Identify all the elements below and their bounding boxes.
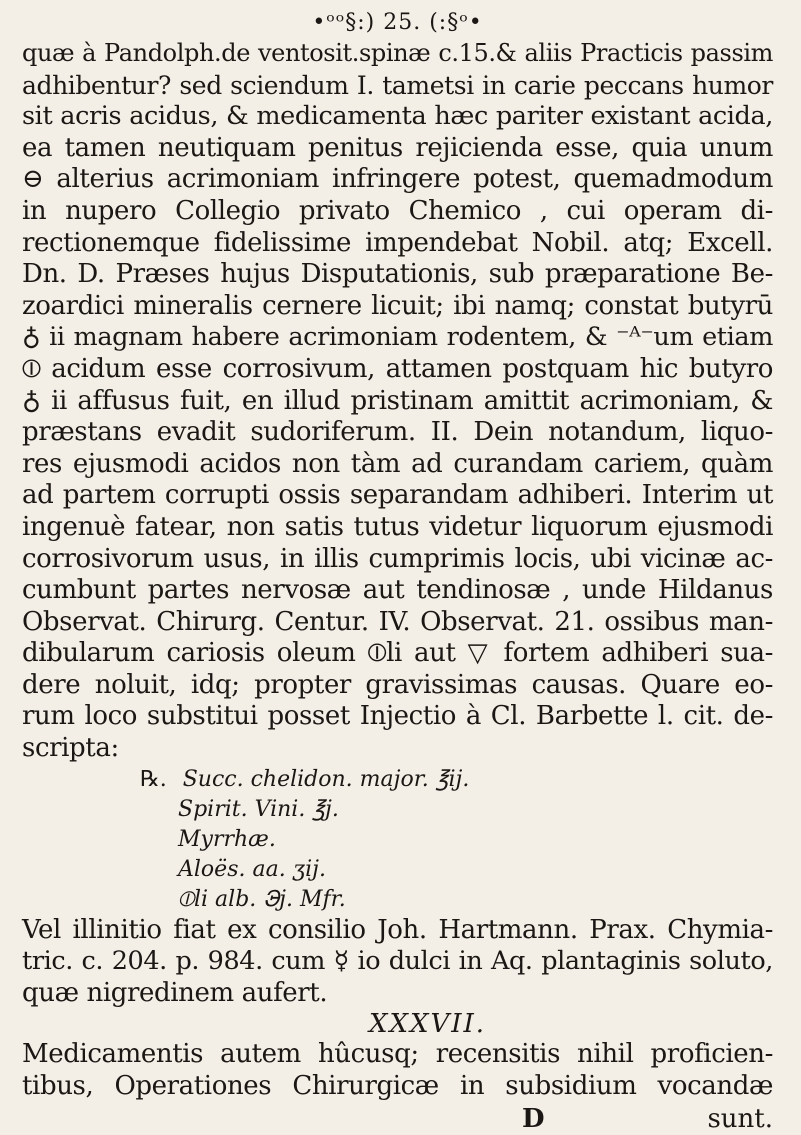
running-header: •ᵒᵒ§:) 25. (:§ᵒ•: [312, 10, 483, 35]
text-line: cumbunt partes nervosæ aut tendinosæ , unde Hildanus: [22, 575, 773, 606]
text-line: dere noluit, idq; propter gravissimas causas. Quare eo-: [22, 669, 773, 700]
catchword: sunt.: [707, 1103, 773, 1134]
text-line: rectionemque fidelissime impendebat Nobil. atq; Excell.: [22, 227, 773, 258]
text-line: res ejusmodi acidos non tàm ad curandam cariem, quàm: [22, 448, 773, 479]
text-line: rum loco substitui posset Injectio à Cl. Barbette l. cit. de-: [22, 701, 773, 732]
text-line: Observat. Chirurg. Centur. IV. Observat. 21. ossibus man-: [22, 606, 773, 637]
text-line: tibus, Operationes Chirurgicæ in subsidium vocandæ: [22, 1071, 773, 1102]
recipe-line: [22, 855, 773, 885]
recipe-text: Succ. chelidon. major. ℥ij.: [182, 766, 470, 792]
recipe-text: ⦶li alb. ℈j. Mfr.: [178, 886, 346, 912]
text-line: sit acris acidus, & medicamenta hæc pariter existant acida,: [22, 101, 773, 132]
text-line: ⊖ alterius acrimoniam infringere potest, quemadmodum: [22, 164, 773, 195]
signature-mark: D: [522, 1103, 545, 1134]
text-line: ⦶ acidum esse corrosivum, attamen postquam hic butyro: [22, 353, 773, 384]
recipe-line: [22, 885, 773, 915]
text-line: præstans evadit sudoriferum. II. Dein notandum, liquo-: [22, 417, 773, 448]
recipe-line: [22, 765, 773, 795]
text-line: adhibentur? sed sciendum I. tametsi in carie peccans humor: [22, 70, 773, 100]
text-line: ingenuè fatear, non satis tutus videtur liquorum ejusmodi: [22, 511, 773, 542]
final-paragraph: [22, 1039, 773, 1102]
text-line: Medicamentis autem hûcusq; recensitis nihil proficien-: [22, 1039, 773, 1070]
recipe-block: [22, 765, 773, 915]
recipe-symbol: ℞.: [140, 766, 167, 792]
text-line: ea tamen neutiquam penitus rejicienda esse, quia unum: [22, 132, 773, 163]
recipe-line: [22, 795, 773, 825]
section-number: XXXVII.: [368, 1009, 487, 1040]
page-footer: [22, 1103, 773, 1135]
text-line: ♁ ii affusus fuit, en illud pristinam amittit acrimoniam, &: [22, 385, 773, 416]
text-line: quæ nigredinem aufert.: [22, 977, 328, 1008]
text-line: Vel illinitio fiat ex consilio Joh. Hartmann. Prax. Chymia-: [22, 914, 773, 945]
recipe-text: Aloës. aa. ʒij.: [178, 856, 326, 882]
text-line: tric. c. 204. p. 984. cum ☿ io dulci in Aq. plantaginis soluto,: [22, 946, 773, 977]
text-line: in nupero Collegio privato Chemico , cui operam di-: [22, 195, 773, 226]
recipe-text: Myrrhæ.: [178, 826, 276, 852]
text-line: zoardici mineralis cernere licuit; ibi namq; constat butyrū: [22, 290, 773, 321]
text-line: corrosivorum usus, in illis cumprimis locis, ubi vicinæ ac-: [22, 543, 773, 574]
text-line: scripta:: [22, 733, 119, 764]
text-line: ad partem corrupti ossis separandam adhiberi. Interim ut: [22, 480, 773, 511]
text-line: ♁ ii magnam habere acrimoniam rodentem, & ⁻ᴬ⁻um etiam: [22, 322, 773, 353]
recipe-line: [22, 825, 773, 855]
body-text-continued: [22, 915, 773, 1010]
text-line: quæ à Pandolph.de ventosit.spinæ c.15.& aliis Practicis passim: [22, 39, 773, 67]
text-line: dibularum cariosis oleum ⦶li aut ▽ fortem adhiberi sua-: [22, 638, 773, 669]
body-text: [22, 38, 773, 765]
recipe-text: Spirit. Vini. ℥j.: [178, 796, 339, 822]
text-line: Dn. D. Præses hujus Disputationis, sub præparatione Be-: [22, 259, 773, 290]
